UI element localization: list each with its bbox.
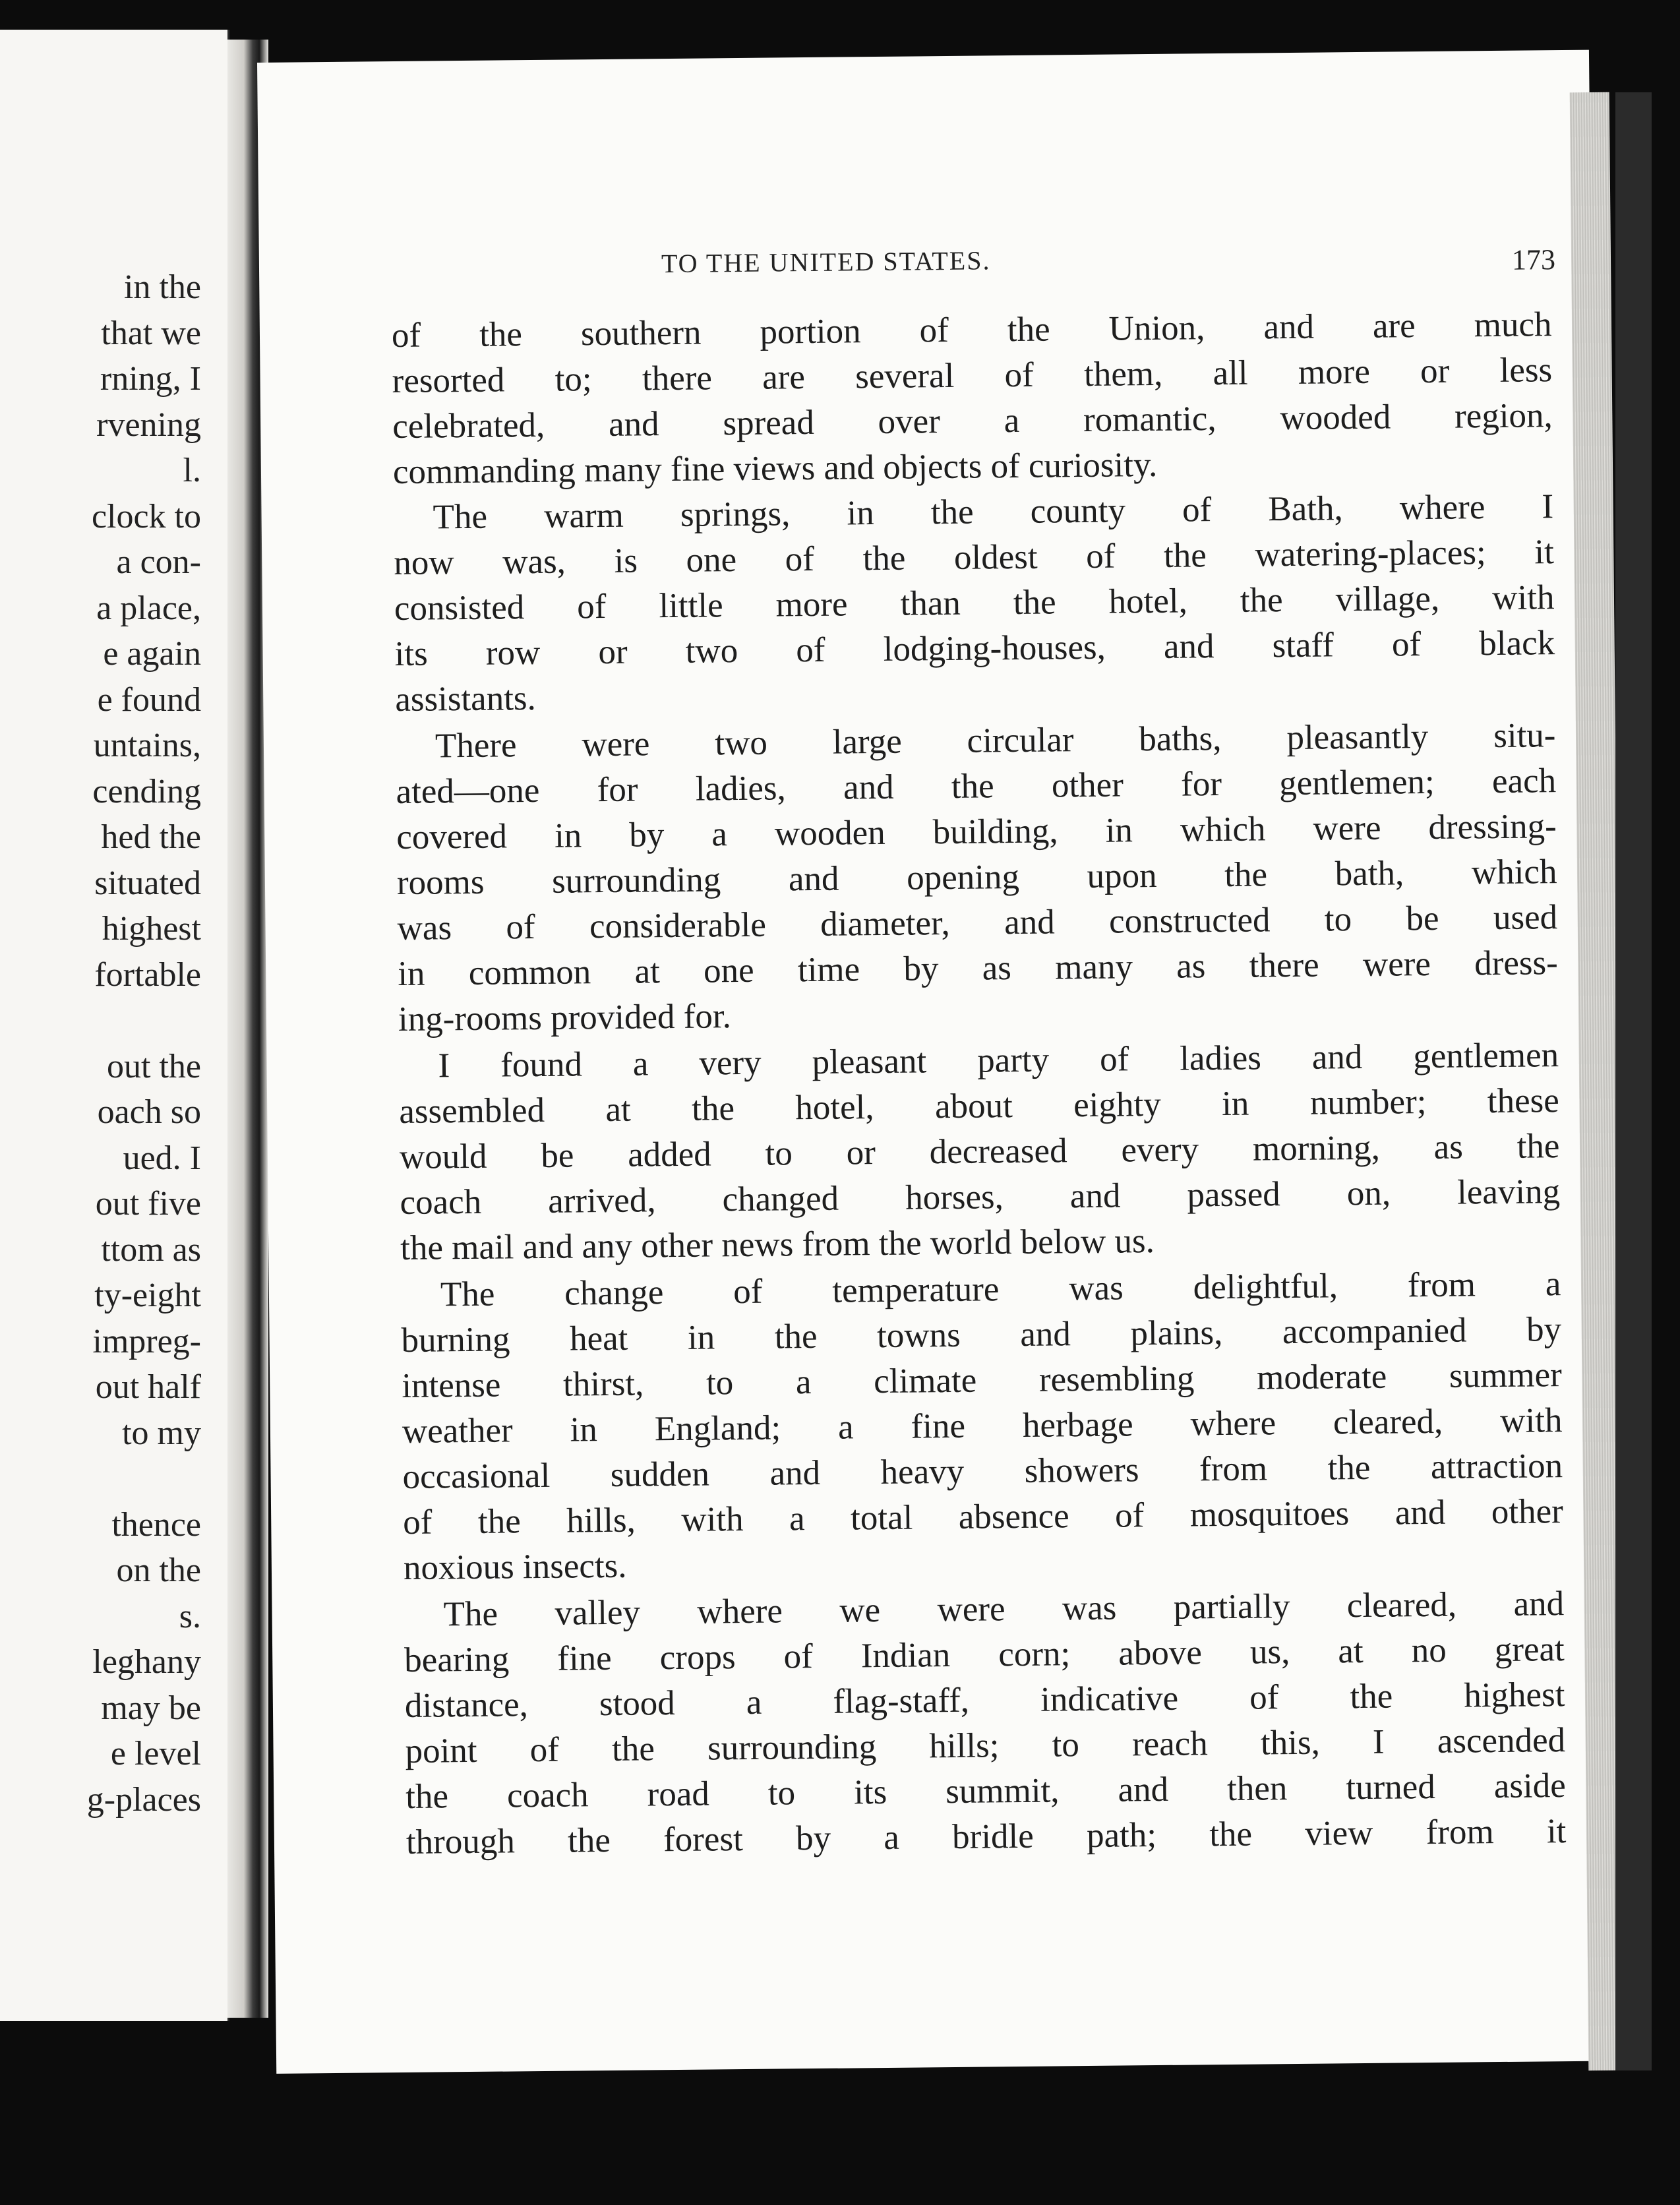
left-page-line: highest — [102, 910, 201, 948]
left-page-line: on the — [116, 1552, 201, 1589]
left-page — [0, 30, 229, 2021]
paragraph-first-line: The warm springs, in the county of Bath, where I — [433, 487, 1554, 537]
body-line: now was, is one of the oldest of the watering-places; it — [394, 533, 1555, 583]
left-page-line: ty-eight — [94, 1277, 201, 1314]
body-line: intense thirst, to a climate resembling moderate summer — [401, 1356, 1563, 1405]
body-line: through the forest by a bridle path; the view from it — [405, 1812, 1567, 1861]
body-line: bearing fine crops of Indian corn; above us, at no great — [404, 1630, 1565, 1679]
body-line: consisted of little more than the hotel, the village, with — [394, 578, 1555, 628]
left-page-line: situated — [94, 864, 201, 902]
left-page-line: s. — [179, 1597, 201, 1635]
body-line: distance, stood a flag-staff, indicative of the highest — [404, 1676, 1565, 1725]
body-line: commanding many fine views and objects of curiosity. — [392, 445, 1158, 492]
left-page-line: out five — [95, 1185, 201, 1223]
left-page-line: out the — [107, 1047, 201, 1085]
body-line: ated—one for ladies, and the other for gentlemen; each — [396, 762, 1557, 812]
body-line: resorted to; there are several of them, all more or less — [392, 351, 1553, 401]
body-line: burning heat in the towns and plains, accompanied by — [401, 1310, 1562, 1360]
body-line: occasional sudden and heavy showers from the attraction — [402, 1447, 1563, 1496]
book-cover-edge — [1615, 92, 1652, 2070]
body-line: assistants. — [395, 679, 537, 719]
left-page-line: that we — [101, 314, 201, 352]
body-line: in common at one time by as many as there were dress- — [397, 944, 1559, 994]
left-page-line: untains, — [93, 727, 201, 764]
body-line: point of the surrounding hills; to reach this, I ascended — [405, 1721, 1566, 1770]
left-page-line: fortable — [94, 955, 201, 994]
body-line: rooms surrounding and opening upon the bath, which — [396, 853, 1557, 903]
body-line: celebrated, and spread over a romantic, wooded region, — [392, 396, 1553, 446]
body-line: was of considerable diameter, and constructed to be used — [397, 898, 1558, 948]
left-page-line: ued. I — [123, 1139, 201, 1177]
left-page-line: impreg- — [92, 1322, 201, 1360]
body-line: noxious insects. — [403, 1546, 627, 1587]
body-line: coach arrived, changed horses, and passed on, leaving — [400, 1172, 1561, 1222]
body-line: of the southern portion of the Union, and are much — [391, 305, 1552, 355]
paragraph-first-line: The valley where we were was partially cleared, and — [443, 1585, 1565, 1634]
left-page-line: e found — [97, 680, 201, 719]
left-page-line: ttom as — [101, 1230, 201, 1269]
left-page-line: cending — [92, 772, 201, 810]
left-page-line: out half — [95, 1368, 201, 1406]
body-line: covered in by a wooden building, in which were dressing- — [396, 807, 1557, 857]
running-head: TO THE UNITED STATES. — [661, 245, 991, 279]
body-line: the mail and any other news from the world below us. — [400, 1222, 1155, 1267]
left-page-line: e again — [103, 635, 201, 673]
left-page-line: e level — [110, 1735, 201, 1772]
left-page-line: thence — [111, 1505, 201, 1544]
left-page-line: a con- — [116, 543, 201, 581]
left-page-line: l. — [183, 452, 201, 489]
body-line: weather in England; a fine herbage where cleared, with — [402, 1401, 1563, 1451]
paragraph-first-line: The change of temperature was delightful, from a — [440, 1265, 1561, 1314]
body-line: the coach road to its summit, and then turned aside — [405, 1767, 1566, 1816]
paragraph-first-line: There were two large circular baths, pleasantly situ- — [435, 716, 1556, 766]
body-line: assembled at the hotel, about eighty in number; these — [399, 1081, 1560, 1132]
left-page-line: a place, — [96, 589, 201, 627]
left-page-line: to my — [122, 1414, 201, 1452]
left-page-line: leghany — [92, 1643, 201, 1681]
left-page-line: rning, I — [100, 360, 201, 398]
left-page-line: rvening — [96, 406, 201, 444]
page-number: 173 — [1511, 243, 1556, 276]
left-page-line: in the — [124, 268, 201, 306]
body-line: its row or two of lodging-houses, and staff of black — [394, 624, 1555, 674]
paragraph-first-line: I found a very pleasant party of ladies and gentlemen — [438, 1036, 1559, 1085]
left-page-line: g-places — [86, 1780, 201, 1819]
left-page-line: may be — [101, 1689, 201, 1727]
right-page — [257, 50, 1608, 2074]
body-line: ing-rooms provided for. — [398, 997, 732, 1039]
body-line: of the hills, with a total absence of mosquitoes and other — [402, 1492, 1564, 1542]
body-line: would be added to or decreased every morning, as the — [399, 1127, 1560, 1177]
left-page-line: clock to — [91, 497, 201, 535]
left-page-line: oach so — [97, 1093, 201, 1131]
left-page-line: hed the — [101, 818, 201, 856]
